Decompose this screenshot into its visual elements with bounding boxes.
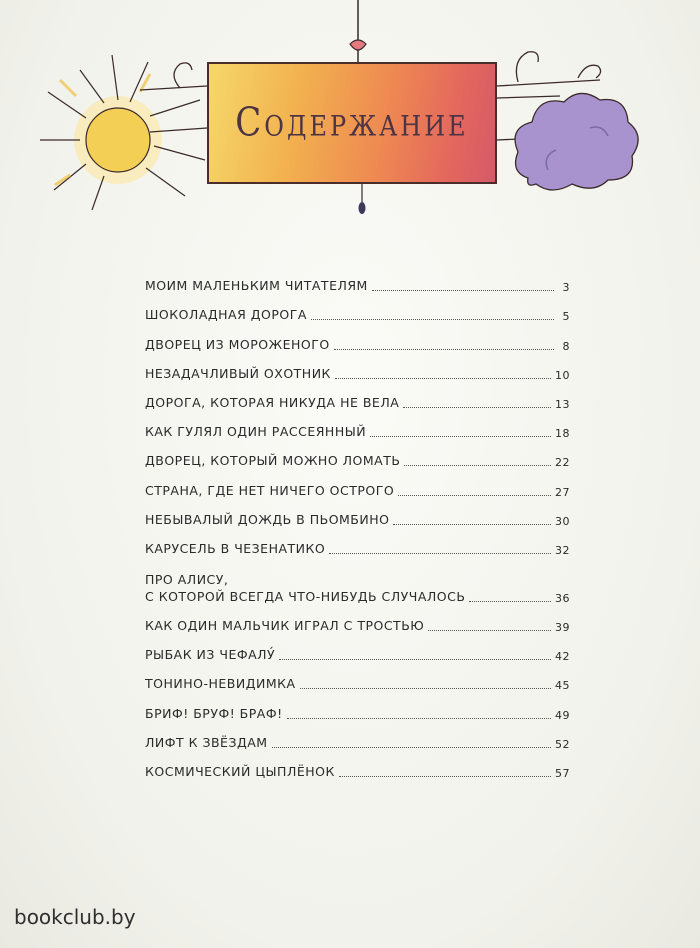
watermark: bookclub.by	[14, 905, 136, 929]
toc-row[interactable]	[145, 387, 570, 416]
toc-entry-title: НЕБЫВАЛЫЙ ДОЖДЬ В ПЬОМБИНО	[145, 511, 390, 527]
toc-row[interactable]	[145, 668, 570, 697]
toc-page-number: 18	[555, 427, 570, 441]
toc-page-number: 5	[562, 310, 570, 324]
toc-entry-title: НЕЗАДАЧЛИВЫЙ ОХОТНИК	[145, 365, 331, 381]
toc-entry-title: КОСМИЧЕСКИЙ ЦЫПЛЁНОК	[145, 764, 335, 779]
toc-entry-title: ДОРОГА, КОТОРАЯ НИКУДА НЕ ВЕЛА	[145, 394, 400, 410]
toc-page-number: 42	[555, 650, 570, 664]
toc-page-number: 27	[555, 485, 570, 499]
toc-dot-leader	[335, 378, 551, 379]
toc-entry-title: КАК ГУЛЯЛ ОДИН РАССЕЯННЫЙ	[145, 424, 367, 440]
toc-page-number: 32	[555, 543, 570, 557]
toc-entry-title: МОИМ МАЛЕНЬКИМ ЧИТАТЕЛЯМ	[145, 278, 368, 294]
toc-dot-leader	[398, 495, 551, 496]
toc-page-number: 49	[555, 708, 570, 722]
toc-dot-leader	[428, 630, 551, 631]
toc-dot-leader	[339, 776, 551, 777]
toc-row[interactable]	[145, 697, 570, 726]
toc-row[interactable]	[145, 328, 570, 357]
toc-dot-leader	[393, 524, 551, 525]
toc-dot-leader	[311, 319, 554, 320]
toc-entry-title: КАРУСЕЛЬ В ЧЕЗЕНАТИКО	[145, 540, 326, 556]
toc-entry-title: ДВОРЕЦ ИЗ МОРОЖЕНОГО	[145, 336, 330, 352]
toc-entry-title: ТОНИНО-НЕВИДИМКА	[145, 676, 296, 692]
toc-entry-title: ЛИФТ К ЗВЁЗДАМ	[145, 734, 268, 750]
toc-entry-title: СТРАНА, ГДЕ НЕТ НИЧЕГО ОСТРОГО	[145, 482, 395, 498]
pendant-drop	[359, 202, 366, 214]
toc-page-number: 3	[562, 281, 570, 295]
toc-row[interactable]	[145, 533, 570, 562]
toc-page-number: 57	[555, 767, 570, 780]
toc-row[interactable]	[145, 474, 570, 503]
toc-row[interactable]	[145, 610, 570, 639]
toc-page-number: 30	[555, 514, 570, 528]
toc-page-number: 36	[555, 591, 570, 605]
sun-icon	[40, 55, 205, 210]
toc-row[interactable]	[145, 639, 570, 668]
toc-dot-leader	[370, 436, 551, 437]
toc-row[interactable]	[145, 756, 570, 785]
ornament-top	[350, 40, 366, 50]
toc-dot-leader	[287, 718, 551, 719]
toc-entry-title: РЫБАК ИЗ ЧЕФАЛУ́	[145, 647, 276, 663]
toc-page-number: 10	[555, 368, 570, 382]
toc-entry-title: БРИФ! БРУФ! БРАФ!	[145, 705, 283, 721]
toc-page-number: 8	[562, 339, 570, 353]
cloud-icon	[515, 93, 638, 190]
toc-row[interactable]	[145, 416, 570, 445]
toc-dot-leader	[469, 601, 551, 602]
toc-dot-leader	[272, 747, 551, 748]
toc-row[interactable]	[145, 445, 570, 474]
toc-row[interactable]	[145, 562, 570, 610]
toc-row[interactable]	[145, 299, 570, 328]
toc-entry-title: ШОКОЛАДНАЯ ДОРОГА	[145, 307, 307, 323]
toc-entry-title: ПРО АЛИСУ, С КОТОРОЙ ВСЕГДА ЧТО-НИБУДЬ СЛУЧАЛОСЬ	[145, 571, 466, 604]
toc-page-number: 13	[555, 397, 570, 411]
toc-entry-title: КАК ОДИН МАЛЬЧИК ИГРАЛ С ТРОСТЬЮ	[145, 618, 425, 634]
toc-dot-leader	[334, 349, 554, 350]
toc-page-number: 22	[555, 456, 570, 470]
toc-row[interactable]	[145, 358, 570, 387]
toc-page-number: 52	[555, 737, 570, 751]
title-banner	[207, 62, 497, 184]
toc-row[interactable]	[145, 270, 570, 299]
page-title: Содержание	[235, 100, 469, 146]
toc-dot-leader	[279, 659, 551, 660]
toc-row[interactable]	[145, 504, 570, 533]
toc-entry-title: ДВОРЕЦ, КОТОРЫЙ МОЖНО ЛОМАТЬ	[145, 453, 401, 469]
toc-page-number: 39	[555, 621, 570, 635]
toc-row[interactable]	[145, 727, 570, 756]
toc-dot-leader	[300, 688, 551, 689]
toc-dot-leader	[372, 290, 554, 291]
toc-dot-leader	[329, 553, 551, 554]
table-of-contents	[145, 270, 570, 785]
toc-page-number: 45	[555, 679, 570, 693]
toc-dot-leader	[403, 407, 551, 408]
toc-dot-leader	[404, 465, 551, 466]
